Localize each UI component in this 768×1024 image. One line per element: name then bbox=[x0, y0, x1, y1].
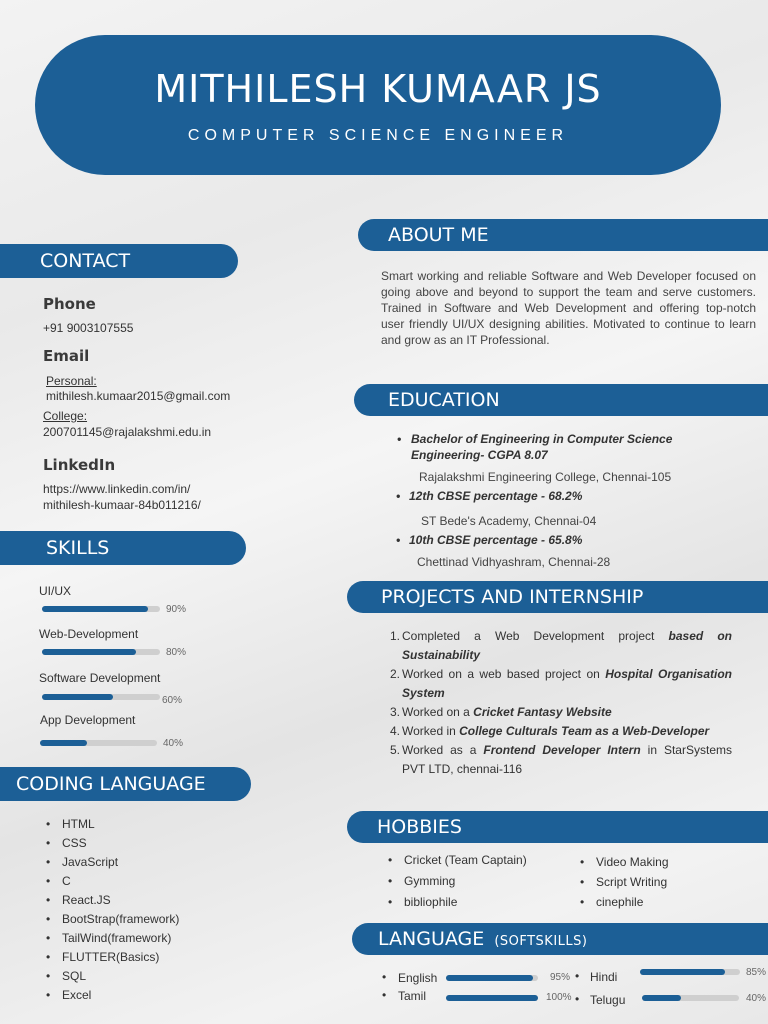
language-percent: 95% bbox=[550, 972, 571, 983]
education-item bbox=[396, 533, 726, 569]
list-item: • HTML bbox=[46, 817, 179, 831]
list-item: • Gymming bbox=[388, 874, 527, 888]
linkedin-label: LinkedIn bbox=[43, 456, 116, 474]
language-track bbox=[642, 995, 739, 1001]
skill-track bbox=[42, 649, 160, 655]
skill-fill bbox=[42, 694, 113, 700]
skill-percent: 60% bbox=[162, 695, 183, 706]
list-item: • cinephile bbox=[580, 895, 669, 909]
skill-percent: 40% bbox=[163, 738, 184, 749]
project-text: Completed a Web Development project bbox=[402, 629, 669, 643]
language-fill bbox=[446, 995, 538, 1001]
skill-item bbox=[39, 627, 187, 658]
education-item bbox=[397, 431, 727, 484]
language-name: Hindi bbox=[590, 970, 618, 984]
list-item: • Script Writing bbox=[580, 875, 669, 889]
project-number: 3. bbox=[390, 705, 401, 719]
phone-value: +91 9003107555 bbox=[43, 321, 134, 335]
education-heading bbox=[354, 384, 768, 416]
education-institution: Rajalakshmi Engineering College, Chennai-105 bbox=[419, 470, 672, 484]
skill-track bbox=[42, 694, 160, 700]
language-heading bbox=[352, 923, 768, 955]
language-track bbox=[446, 995, 538, 1001]
skills-heading bbox=[0, 531, 246, 565]
education-degree bbox=[397, 431, 727, 463]
project-highlight: based on Sustainability bbox=[402, 629, 732, 662]
skill-fill bbox=[42, 649, 136, 655]
project-tail: in StarSystems PVT LTD, chennai-116 bbox=[402, 743, 732, 776]
personal-email[interactable]: mithilesh.kumaar2015@gmail.com bbox=[46, 389, 231, 403]
language-percent: 85% bbox=[746, 967, 767, 978]
bullet-icon: • bbox=[396, 533, 401, 547]
projects-list bbox=[390, 627, 732, 779]
skill-name: Software Development bbox=[39, 671, 161, 685]
project-number: 1. bbox=[390, 629, 401, 643]
list-item: • JavaScript bbox=[46, 855, 179, 869]
language-track bbox=[446, 975, 538, 981]
list-item: • BootStrap(framework) bbox=[46, 912, 179, 926]
list-item: • Cricket (Team Captain) bbox=[388, 853, 527, 867]
hobbies-heading-text: HOBBIES bbox=[377, 816, 462, 838]
project-text: Worked in bbox=[402, 724, 460, 738]
project-number: 4. bbox=[390, 724, 401, 738]
skill-percent: 90% bbox=[166, 604, 187, 615]
hobbies-heading bbox=[347, 811, 768, 843]
project-highlight: Cricket Fantasy Website bbox=[473, 705, 612, 719]
phone-label: Phone bbox=[43, 295, 96, 313]
project-highlight: Frontend Developer Intern bbox=[483, 743, 641, 757]
bullet-icon: • bbox=[382, 988, 387, 1002]
personal-email-label: Personal: bbox=[46, 374, 97, 388]
project-highlight: College Culturals Team as a Web-Developer bbox=[459, 724, 710, 738]
list-item: • SQL bbox=[46, 969, 179, 983]
project-item bbox=[390, 665, 732, 703]
list-item: • Excel bbox=[46, 988, 179, 1002]
bullet-icon: • bbox=[396, 489, 401, 503]
coding-heading-text: CODING LANGUAGE bbox=[16, 773, 206, 795]
skill-name: UI/UX bbox=[39, 584, 72, 598]
project-item bbox=[390, 627, 732, 665]
hobbies-right-list bbox=[580, 855, 669, 915]
contact-heading bbox=[0, 244, 238, 278]
project-item bbox=[390, 722, 732, 741]
language-percent: 40% bbox=[746, 993, 767, 1004]
bullet-icon: • bbox=[575, 992, 580, 1006]
language-percent: 100% bbox=[546, 992, 572, 1003]
skill-item bbox=[40, 713, 184, 749]
bullet-icon: • bbox=[397, 432, 402, 446]
skill-fill bbox=[40, 740, 87, 746]
college-email-label: College: bbox=[43, 409, 88, 423]
bullet-icon: • bbox=[382, 970, 387, 984]
education-degree-text: 10th CBSE percentage - 65.8% bbox=[409, 533, 583, 547]
language-fill bbox=[446, 975, 533, 981]
project-text: Worked on a web based project on bbox=[402, 667, 606, 681]
about-heading-text: ABOUT ME bbox=[388, 224, 489, 246]
skill-item bbox=[39, 671, 183, 706]
person-name: MITHILESH KUMAAR JS bbox=[154, 67, 602, 111]
language-fill bbox=[640, 969, 725, 975]
college-email[interactable]: 200701145@rajalakshmi.edu.in bbox=[43, 425, 212, 439]
linkedin-url-line2[interactable]: mithilesh-kumaar-84b011216/ bbox=[43, 498, 201, 512]
list-item: • C bbox=[46, 874, 179, 888]
contact-heading-text: CONTACT bbox=[40, 250, 131, 272]
coding-list bbox=[46, 817, 179, 1007]
skill-name: App Development bbox=[40, 713, 136, 727]
education-degree-text: 12th CBSE percentage - 68.2% bbox=[409, 489, 583, 503]
skills-heading-text: SKILLS bbox=[46, 537, 110, 559]
skill-name: Web-Development bbox=[39, 627, 139, 641]
projects-heading bbox=[347, 581, 768, 613]
skill-fill bbox=[42, 606, 148, 612]
language-fill bbox=[642, 995, 681, 1001]
project-item bbox=[390, 703, 732, 722]
education-item bbox=[396, 489, 726, 528]
education-institution: ST Bede's Academy, Chennai-04 bbox=[421, 514, 597, 528]
list-item: • CSS bbox=[46, 836, 179, 850]
list-item: • FLUTTER(Basics) bbox=[46, 950, 179, 964]
education-heading-text: EDUCATION bbox=[388, 389, 500, 411]
list-item: • React.JS bbox=[46, 893, 179, 907]
education-degree bbox=[396, 489, 726, 503]
education-degree bbox=[396, 533, 726, 547]
list-item: • bibliophile bbox=[388, 895, 527, 909]
language-name: Tamil bbox=[398, 989, 427, 1003]
skill-track bbox=[42, 606, 160, 612]
header-banner bbox=[35, 35, 721, 175]
skill-percent: 80% bbox=[166, 647, 187, 658]
project-text: Worked on a bbox=[402, 705, 474, 719]
project-text: Worked as a bbox=[402, 743, 484, 757]
education-degree-text: Bachelor of Engineering in Computer Science Engineering- CGPA 8.07 bbox=[411, 432, 673, 462]
coding-heading bbox=[0, 767, 251, 801]
about-text: Smart working and reliable Software and Web Developer focused on going above and beyond to support the team and serve customers. Trained in Software and Web Development and offering top-notch user friendly UI/UX designing abilities. Motivated to continue to learn and grow as an IT Professional. bbox=[381, 269, 756, 347]
project-highlight: Hospital Organisation System bbox=[402, 667, 732, 700]
hobbies-left-list bbox=[388, 853, 527, 916]
language-heading-text: LANGUAGE bbox=[378, 928, 485, 950]
education-institution: Chettinad Vidhyashram, Chennai-28 bbox=[417, 555, 611, 569]
language-track bbox=[640, 969, 740, 975]
project-number: 2. bbox=[390, 667, 401, 681]
bullet-icon: • bbox=[575, 969, 580, 983]
language-name: English bbox=[398, 971, 438, 985]
skill-track bbox=[40, 740, 157, 746]
projects-heading-text: PROJECTS AND INTERNSHIP bbox=[381, 586, 644, 608]
language-name: Telugu bbox=[590, 993, 626, 1007]
job-title: COMPUTER SCIENCE ENGINEER bbox=[187, 127, 569, 144]
project-number: 5. bbox=[390, 743, 401, 757]
project-item bbox=[390, 741, 732, 779]
linkedin-url-line1[interactable]: https://www.linkedin.com/in/ bbox=[43, 482, 191, 496]
list-item: • TailWind(framework) bbox=[46, 931, 179, 945]
about-heading bbox=[358, 219, 768, 251]
email-label: Email bbox=[43, 347, 90, 365]
language-subheading: (SOFTSKILLS) bbox=[494, 934, 588, 949]
list-item: • Video Making bbox=[580, 855, 669, 869]
skill-item bbox=[39, 584, 187, 615]
